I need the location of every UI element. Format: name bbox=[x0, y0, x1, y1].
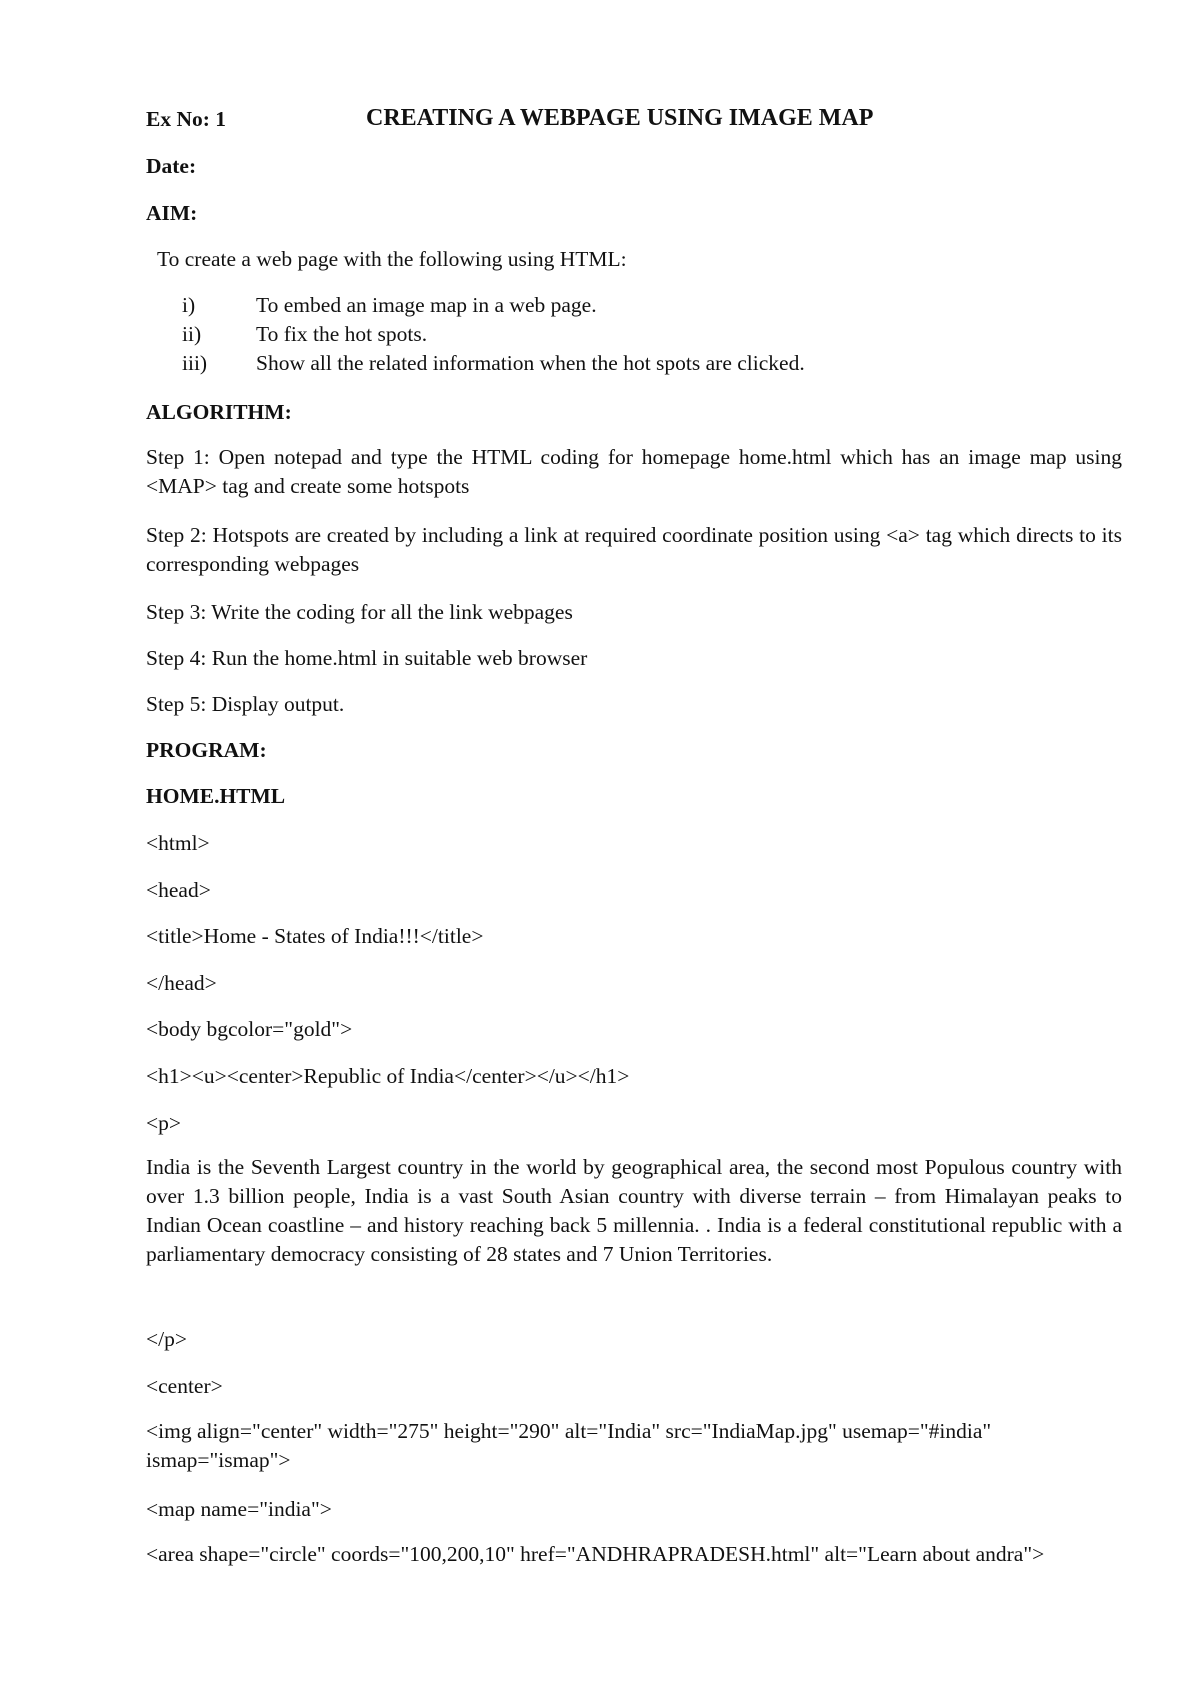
code-paragraph: India is the Seventh Largest country in the world by geographical area, the second most Populous country with over 1.3 billion people, India is a vast South Asian country with diverse terrain – from Himalayan peaks to Indian Ocean coastline – and history reaching back 5 millennia. . India is a federal constitutional republic with a parliamentary democracy consisting of 28 states and 7 Union Territories. bbox=[146, 1155, 1122, 1266]
list-text: To fix the hot spots. bbox=[256, 322, 428, 346]
algorithm-step: Step 4: Run the home.html in suitable web browser bbox=[146, 646, 588, 670]
file-heading: HOME.HTML bbox=[146, 784, 286, 808]
aim-heading: AIM: bbox=[146, 201, 198, 225]
code-line: <body bgcolor="gold"> bbox=[146, 1017, 353, 1041]
list-text: Show all the related information when the hot spots are clicked. bbox=[256, 351, 805, 375]
aim-intro: To create a web page with the following using HTML: bbox=[157, 247, 627, 271]
algorithm-step: Step 2: Hotspots are created by including a link at required coordinate position using <a> tag which directs to its corresponding webpages bbox=[146, 523, 1122, 576]
algorithm-step: Step 1: Open notepad and type the HTML coding for homepage home.html which has an image map using <MAP> tag and create some hotspots bbox=[146, 445, 1122, 498]
code-line: <p> bbox=[146, 1111, 182, 1135]
list-number: ii) bbox=[182, 322, 202, 346]
list-number: iii) bbox=[182, 351, 208, 375]
algorithm-heading: ALGORITHM: bbox=[146, 400, 292, 424]
list-text: To embed an image map in a web page. bbox=[256, 293, 597, 317]
code-line: <area shape="circle" coords="100,200,10" href="ANDHRAPRADESH.html" alt="Learn about andra"> bbox=[146, 1542, 1045, 1566]
date-label: Date: bbox=[146, 154, 197, 178]
list-number: i) bbox=[182, 293, 196, 317]
code-line: <img align="center" width="275" height="290" alt="India" src="IndiaMap.jpg" usemap="#india" ismap="ismap"> bbox=[146, 1419, 992, 1472]
code-line: </p> bbox=[146, 1327, 187, 1351]
exercise-number: Ex No: 1 bbox=[146, 107, 227, 131]
code-line: <center> bbox=[146, 1374, 223, 1398]
code-line: <title>Home - States of India!!!</title> bbox=[146, 924, 484, 948]
program-heading: PROGRAM: bbox=[146, 738, 267, 762]
document-title: CREATING A WEBPAGE USING IMAGE MAP bbox=[366, 105, 874, 131]
code-line: <head> bbox=[146, 878, 211, 902]
code-line: <html> bbox=[146, 831, 210, 855]
code-line: </head> bbox=[146, 971, 217, 995]
algorithm-step: Step 5: Display output. bbox=[146, 692, 345, 716]
code-line: <map name="india"> bbox=[146, 1497, 332, 1521]
code-line: <h1><u><center>Republic of India</center></u></h1> bbox=[146, 1064, 630, 1088]
algorithm-step: Step 3: Write the coding for all the link webpages bbox=[146, 600, 573, 624]
